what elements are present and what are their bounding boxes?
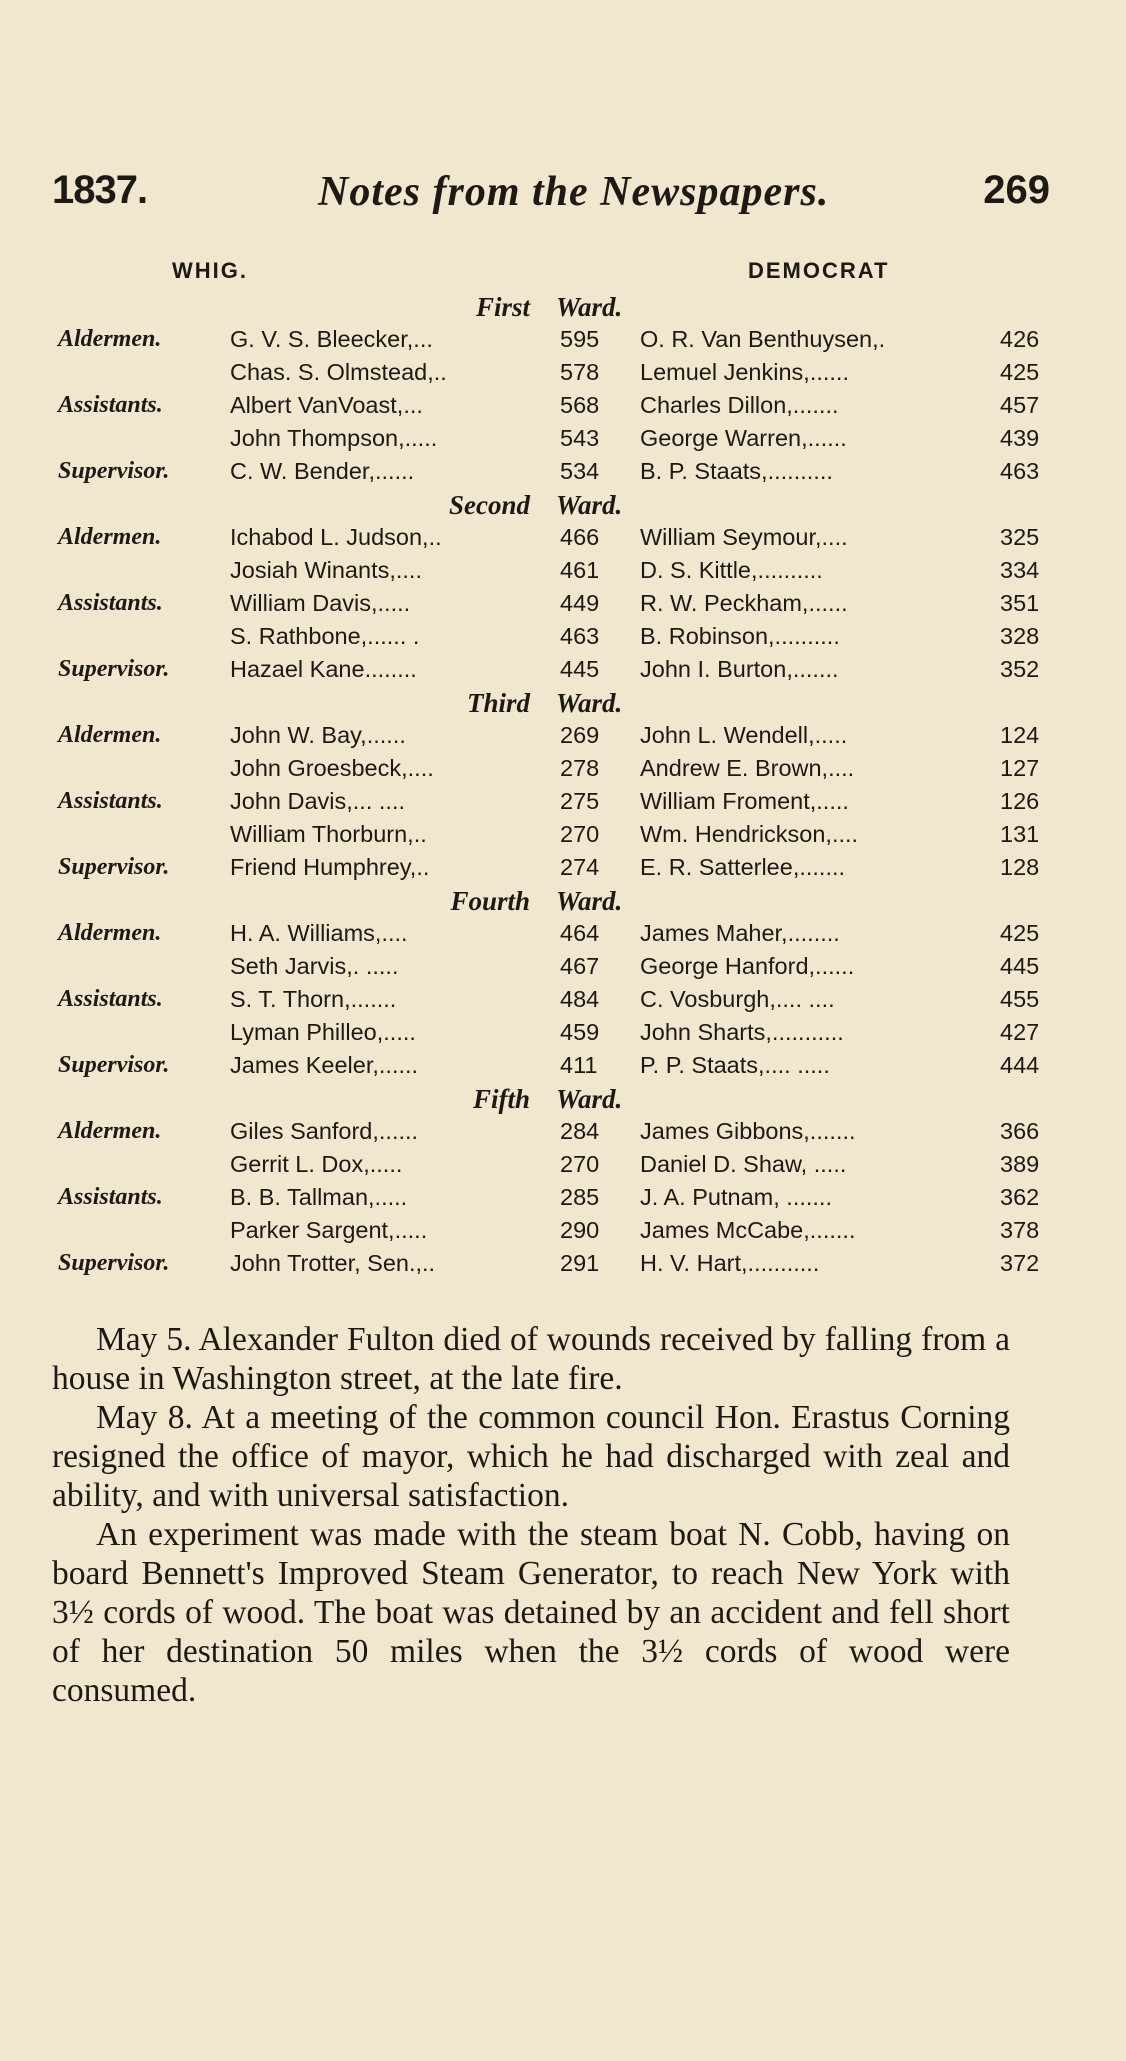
democrat-candidate-name: Daniel D. Shaw, ..... bbox=[640, 1151, 847, 1177]
paragraph: May 5. Alexander Fulton died of wounds received by falling from a house in Washington street, at the late fire. bbox=[52, 1321, 1010, 1397]
table-row bbox=[0, 620, 1126, 653]
democrat-vote-count: 378 bbox=[1000, 1217, 1040, 1243]
whig-candidate-name: G. V. S. Bleecker,... bbox=[230, 326, 433, 352]
democrat-candidate-name: George Warren,...... bbox=[640, 425, 847, 451]
democrat-vote-count: 445 bbox=[1000, 953, 1040, 979]
whig-vote-count: 534 bbox=[560, 458, 600, 484]
table-row bbox=[0, 719, 1126, 752]
whig-vote-count: 543 bbox=[560, 425, 600, 451]
ward-heading-word: Ward. bbox=[556, 688, 623, 718]
democrat-candidate-name: William Seymour,.... bbox=[640, 524, 848, 550]
body-text bbox=[52, 1320, 1010, 1710]
whig-candidate-name: John Groesbeck,.... bbox=[230, 755, 434, 781]
page-number: 269 bbox=[983, 168, 1050, 212]
office-label: Assistants. bbox=[58, 392, 163, 418]
democrat-candidate-name: C. Vosburgh,.... .... bbox=[640, 986, 835, 1012]
democrat-candidate-name: William Froment,..... bbox=[640, 788, 849, 814]
office-label: Aldermen. bbox=[58, 1118, 162, 1144]
party-heading-whig: WHIG. bbox=[172, 258, 248, 283]
ward-heading-word: Ward. bbox=[556, 490, 623, 520]
table-row bbox=[0, 1181, 1126, 1214]
whig-candidate-name: C. W. Bender,...... bbox=[230, 458, 415, 484]
table-row bbox=[0, 455, 1126, 488]
whig-candidate-name: John W. Bay,...... bbox=[230, 722, 406, 748]
democrat-candidate-name: George Hanford,...... bbox=[640, 953, 855, 979]
whig-candidate-name: Parker Sargent,..... bbox=[230, 1217, 428, 1243]
democrat-candidate-name: John I. Burton,....... bbox=[640, 656, 839, 682]
table-row bbox=[0, 587, 1126, 620]
ward-heading-word: Ward. bbox=[556, 292, 623, 322]
office-label: Assistants. bbox=[58, 788, 163, 814]
democrat-candidate-name: John Sharts,........... bbox=[640, 1019, 844, 1045]
whig-candidate-name: S. Rathbone,...... . bbox=[230, 623, 420, 649]
democrat-vote-count: 131 bbox=[1000, 821, 1040, 847]
whig-vote-count: 484 bbox=[560, 986, 600, 1012]
democrat-vote-count: 426 bbox=[1000, 326, 1040, 352]
whig-candidate-name: James Keeler,...... bbox=[230, 1052, 419, 1078]
office-label: Assistants. bbox=[58, 590, 163, 616]
header-year: 1837. bbox=[52, 168, 148, 212]
whig-candidate-name: Giles Sanford,...... bbox=[230, 1118, 419, 1144]
table-row bbox=[0, 1049, 1126, 1082]
whig-vote-count: 291 bbox=[560, 1250, 600, 1276]
office-label: Supervisor. bbox=[58, 1250, 170, 1276]
democrat-candidate-name: James Gibbons,....... bbox=[640, 1118, 856, 1144]
whig-vote-count: 578 bbox=[560, 359, 600, 385]
whig-vote-count: 466 bbox=[560, 524, 600, 550]
table-row bbox=[0, 785, 1126, 818]
whig-vote-count: 269 bbox=[560, 722, 600, 748]
whig-candidate-name: Seth Jarvis,. ..... bbox=[230, 953, 399, 979]
table-row bbox=[0, 917, 1126, 950]
democrat-candidate-name: P. P. Staats,.... ..... bbox=[640, 1052, 830, 1078]
table-row bbox=[0, 653, 1126, 686]
democrat-vote-count: 124 bbox=[1000, 722, 1040, 748]
democrat-candidate-name: J. A. Putnam, ....... bbox=[640, 1184, 832, 1210]
ward-heading-ordinal: Fifth bbox=[472, 1084, 530, 1114]
election-results-table bbox=[0, 290, 1126, 1280]
whig-vote-count: 463 bbox=[560, 623, 600, 649]
table-row bbox=[0, 1148, 1126, 1181]
whig-vote-count: 275 bbox=[560, 788, 600, 814]
office-label: Aldermen. bbox=[58, 524, 162, 550]
office-label: Assistants. bbox=[58, 986, 163, 1012]
democrat-vote-count: 126 bbox=[1000, 788, 1040, 814]
whig-candidate-name: Albert VanVoast,... bbox=[230, 392, 423, 418]
office-label: Supervisor. bbox=[58, 656, 170, 682]
whig-vote-count: 290 bbox=[560, 1217, 600, 1243]
table-row bbox=[0, 1016, 1126, 1049]
whig-candidate-name: Ichabod L. Judson,.. bbox=[230, 524, 442, 550]
democrat-vote-count: 352 bbox=[1000, 656, 1040, 682]
democrat-candidate-name: H. V. Hart,........... bbox=[640, 1250, 820, 1276]
whig-vote-count: 449 bbox=[560, 590, 600, 616]
democrat-candidate-name: B. P. Staats,.......... bbox=[640, 458, 833, 484]
whig-candidate-name: B. B. Tallman,..... bbox=[230, 1184, 408, 1210]
table-row bbox=[0, 389, 1126, 422]
democrat-vote-count: 128 bbox=[1000, 854, 1040, 880]
democrat-candidate-name: B. Robinson,.......... bbox=[640, 623, 840, 649]
ward-heading-word: Ward. bbox=[556, 886, 623, 916]
democrat-vote-count: 366 bbox=[1000, 1118, 1040, 1144]
whig-candidate-name: H. A. Williams,.... bbox=[230, 920, 408, 946]
democrat-vote-count: 362 bbox=[1000, 1184, 1040, 1210]
table-row bbox=[0, 818, 1126, 851]
table-row bbox=[0, 1214, 1126, 1247]
running-header bbox=[52, 168, 1050, 224]
democrat-vote-count: 425 bbox=[1000, 359, 1040, 385]
whig-vote-count: 285 bbox=[560, 1184, 600, 1210]
whig-candidate-name: William Thorburn,.. bbox=[230, 821, 427, 847]
democrat-candidate-name: Charles Dillon,....... bbox=[640, 392, 839, 418]
table-row bbox=[0, 323, 1126, 356]
whig-vote-count: 274 bbox=[560, 854, 600, 880]
democrat-vote-count: 439 bbox=[1000, 425, 1040, 451]
democrat-candidate-name: James McCabe,....... bbox=[640, 1217, 856, 1243]
whig-vote-count: 467 bbox=[560, 953, 600, 979]
whig-vote-count: 278 bbox=[560, 755, 600, 781]
whig-candidate-name: Lyman Philleo,..... bbox=[230, 1019, 416, 1045]
whig-vote-count: 595 bbox=[560, 326, 600, 352]
ward-heading-ordinal: Third bbox=[466, 688, 530, 718]
whig-candidate-name: Josiah Winants,.... bbox=[230, 557, 422, 583]
whig-vote-count: 411 bbox=[560, 1052, 598, 1078]
democrat-candidate-name: O. R. Van Benthuysen,. bbox=[640, 326, 886, 352]
party-heading-democrat: DEMOCRAT bbox=[748, 258, 890, 283]
democrat-candidate-name: R. W. Peckham,...... bbox=[640, 590, 848, 616]
whig-candidate-name: John Trotter, Sen.,.. bbox=[230, 1250, 436, 1276]
table-row bbox=[0, 422, 1126, 455]
whig-vote-count: 568 bbox=[560, 392, 600, 418]
whig-candidate-name: John Davis,... .... bbox=[230, 788, 406, 814]
whig-candidate-name: Chas. S. Olmstead,.. bbox=[230, 359, 447, 385]
table-row bbox=[0, 851, 1126, 884]
table-row bbox=[0, 521, 1126, 554]
democrat-candidate-name: John L. Wendell,..... bbox=[640, 722, 848, 748]
democrat-candidate-name: James Maher,........ bbox=[640, 920, 840, 946]
ward-heading-ordinal: Fourth bbox=[450, 886, 530, 916]
whig-vote-count: 284 bbox=[560, 1118, 600, 1144]
democrat-vote-count: 372 bbox=[1000, 1250, 1040, 1276]
democrat-vote-count: 444 bbox=[1000, 1052, 1040, 1078]
democrat-vote-count: 328 bbox=[1000, 623, 1040, 649]
democrat-vote-count: 457 bbox=[1000, 392, 1040, 418]
ward-heading-ordinal: Second bbox=[449, 490, 530, 520]
ward-heading-word: Ward. bbox=[556, 1084, 623, 1114]
whig-vote-count: 464 bbox=[560, 920, 600, 946]
whig-vote-count: 459 bbox=[560, 1019, 600, 1045]
whig-candidate-name: William Davis,..... bbox=[230, 590, 411, 616]
whig-candidate-name: S. T. Thorn,....... bbox=[230, 986, 397, 1012]
whig-vote-count: 270 bbox=[560, 821, 600, 847]
democrat-vote-count: 127 bbox=[1000, 755, 1040, 781]
table-row bbox=[0, 950, 1126, 983]
table-row bbox=[0, 1115, 1126, 1148]
democrat-vote-count: 425 bbox=[1000, 920, 1040, 946]
whig-vote-count: 461 bbox=[560, 557, 600, 583]
office-label: Supervisor. bbox=[58, 854, 170, 880]
paragraph: An experiment was made with the steam boat N. Cobb, having on board Bennett's Improved Steam Generator, to reach New York with 3½ cords of wood. The boat was detained by an accident and fell short of her destination 50 miles when the 3½ cords of wood were consumed. bbox=[52, 1516, 1010, 1709]
ward-heading bbox=[0, 290, 1126, 323]
office-label: Aldermen. bbox=[58, 722, 162, 748]
table-row bbox=[0, 752, 1126, 785]
whig-candidate-name: Gerrit L. Dox,..... bbox=[230, 1151, 403, 1177]
office-label: Aldermen. bbox=[58, 920, 162, 946]
table-row bbox=[0, 356, 1126, 389]
democrat-vote-count: 389 bbox=[1000, 1151, 1040, 1177]
democrat-candidate-name: D. S. Kittle,.......... bbox=[640, 557, 823, 583]
table-row bbox=[0, 983, 1126, 1016]
ward-heading bbox=[0, 488, 1126, 521]
office-label: Supervisor. bbox=[58, 1052, 170, 1078]
paragraph: May 8. At a meeting of the common council Hon. Erastus Corning resigned the office of mayor, which he had discharged with zeal and ability, and with universal satisfaction. bbox=[52, 1399, 1010, 1514]
header-title: Notes from the Newspapers. bbox=[318, 169, 830, 215]
democrat-candidate-name: Andrew E. Brown,.... bbox=[640, 755, 855, 781]
table-row bbox=[0, 1247, 1126, 1280]
democrat-vote-count: 427 bbox=[1000, 1019, 1040, 1045]
democrat-vote-count: 351 bbox=[1000, 590, 1040, 616]
whig-vote-count: 270 bbox=[560, 1151, 600, 1177]
whig-candidate-name: Friend Humphrey,.. bbox=[230, 854, 430, 880]
office-label: Supervisor. bbox=[58, 458, 170, 484]
ward-heading bbox=[0, 686, 1126, 719]
democrat-vote-count: 455 bbox=[1000, 986, 1040, 1012]
democrat-candidate-name: Wm. Hendrickson,.... bbox=[640, 821, 859, 847]
ward-heading bbox=[0, 1082, 1126, 1115]
democrat-candidate-name: E. R. Satterlee,....... bbox=[640, 854, 846, 880]
table-row bbox=[0, 554, 1126, 587]
democrat-candidate-name: Lemuel Jenkins,...... bbox=[640, 359, 849, 385]
democrat-vote-count: 325 bbox=[1000, 524, 1040, 550]
whig-vote-count: 445 bbox=[560, 656, 600, 682]
office-label: Aldermen. bbox=[58, 326, 162, 352]
democrat-vote-count: 334 bbox=[1000, 557, 1040, 583]
ward-heading-ordinal: First bbox=[475, 292, 530, 322]
whig-candidate-name: Hazael Kane........ bbox=[230, 656, 417, 682]
office-label: Assistants. bbox=[58, 1184, 163, 1210]
ward-heading bbox=[0, 884, 1126, 917]
whig-candidate-name: John Thompson,..... bbox=[230, 425, 438, 451]
democrat-vote-count: 463 bbox=[1000, 458, 1040, 484]
